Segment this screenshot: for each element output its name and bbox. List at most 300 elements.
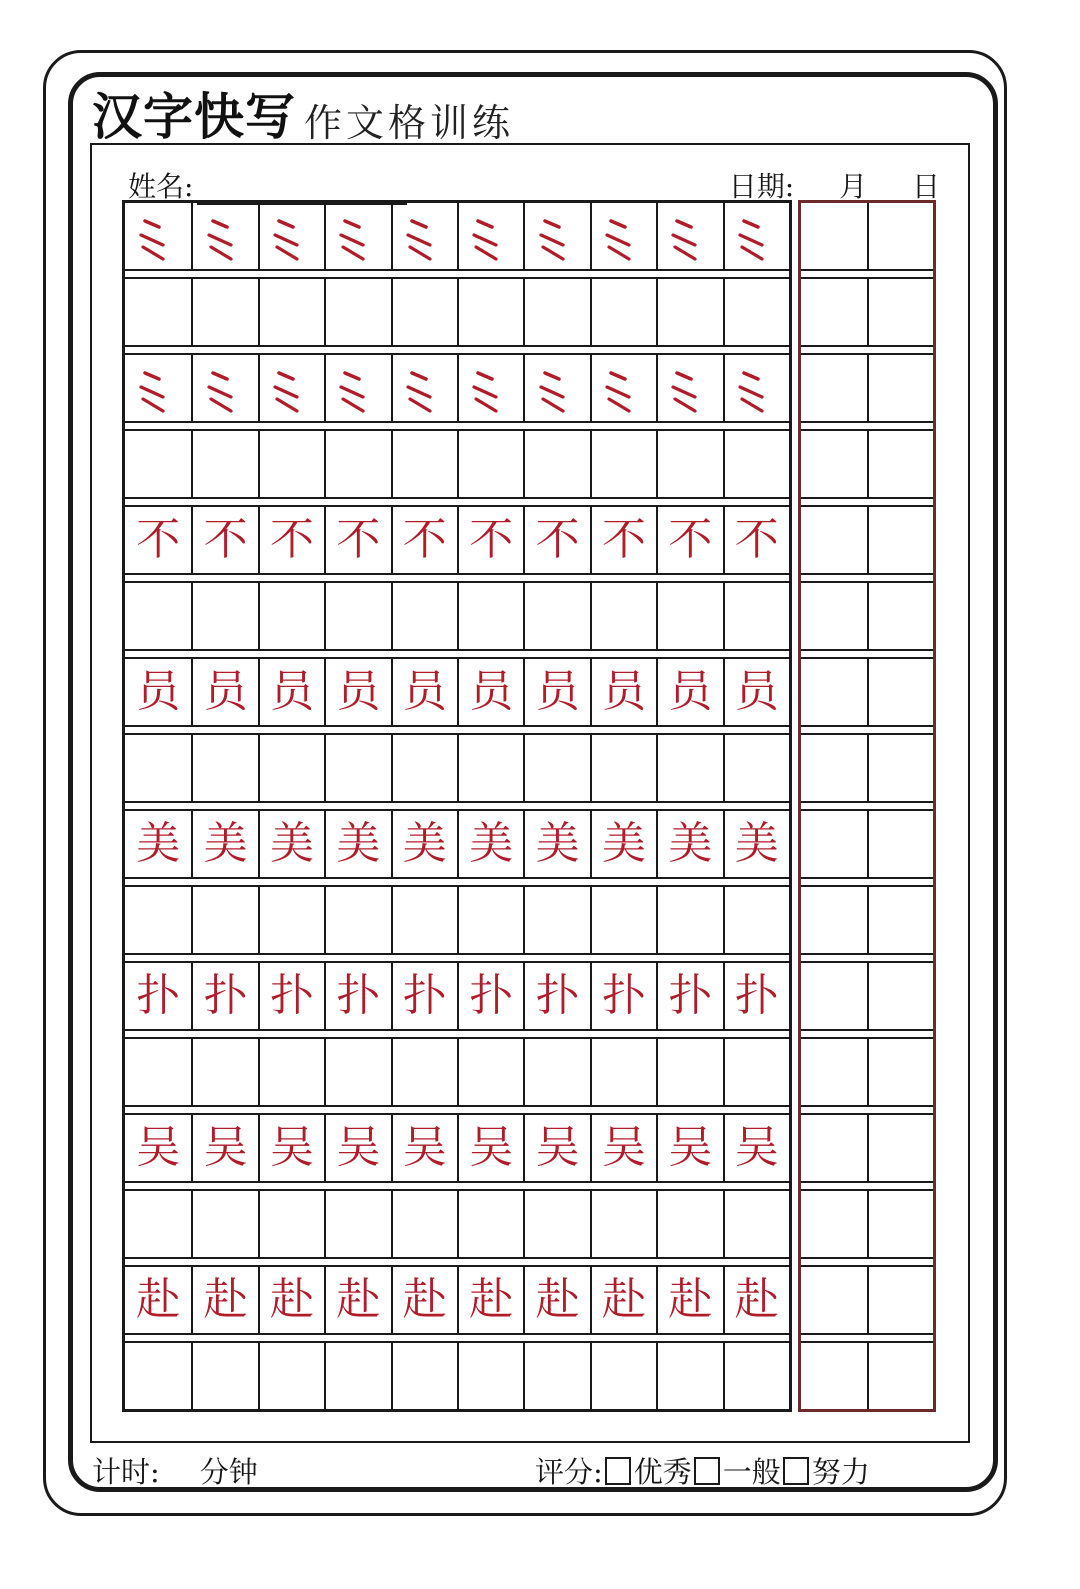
grid-row: [125, 1115, 789, 1181]
side-practice-cell[interactable]: [801, 1267, 867, 1333]
model-glyph: [725, 507, 789, 573]
checkbox-excellent[interactable]: [605, 1457, 631, 1485]
practice-cell[interactable]: [590, 1191, 656, 1257]
model-character: 赴: [203, 1274, 248, 1325]
side-row-divider: [801, 345, 933, 347]
practice-cell[interactable]: [125, 887, 191, 953]
model-character: 不: [136, 514, 181, 565]
row-divider: [125, 1029, 789, 1031]
practice-cell[interactable]: [191, 583, 257, 649]
model-character: 员: [734, 666, 779, 717]
model-glyph: [326, 963, 390, 1029]
practice-cell[interactable]: [391, 887, 457, 953]
practice-cell[interactable]: [191, 887, 257, 953]
model-cell: [723, 811, 789, 877]
timer-row: [92, 1450, 258, 1491]
model-glyph: [193, 355, 257, 421]
side-practice-cell[interactable]: [867, 1039, 933, 1105]
model-glyph: [725, 203, 789, 269]
model-character: 扑: [402, 970, 447, 1021]
practice-cell[interactable]: [191, 735, 257, 801]
practice-cell[interactable]: [656, 735, 722, 801]
model-cell: [125, 355, 191, 421]
model-glyph: [393, 507, 457, 573]
side-row: [801, 507, 933, 573]
model-character: 吴: [402, 1122, 447, 1173]
model-glyph: [260, 203, 324, 269]
side-row: [801, 811, 933, 877]
model-character: 美: [136, 818, 181, 869]
side-practice-cell[interactable]: [867, 583, 933, 649]
practice-cell[interactable]: [723, 1343, 789, 1409]
row-divider: [125, 953, 789, 955]
practice-cell[interactable]: [590, 583, 656, 649]
model-character: 吴: [269, 1122, 314, 1173]
model-cell: [656, 507, 722, 573]
side-practice-cell[interactable]: [801, 1191, 867, 1257]
model-glyph: [658, 963, 722, 1029]
practice-cell[interactable]: [391, 1191, 457, 1257]
model-cell: [391, 1115, 457, 1181]
row-divider: [125, 1257, 789, 1259]
model-cell: [656, 1267, 722, 1333]
model-character: 赴: [402, 1274, 447, 1325]
model-glyph: [459, 963, 523, 1029]
option-effort: 努力: [811, 1455, 870, 1489]
practice-cell[interactable]: [590, 279, 656, 345]
practice-cell[interactable]: [523, 279, 589, 345]
model-glyph: [125, 963, 191, 1029]
model-character: 员: [269, 666, 314, 717]
model-glyph: [260, 811, 324, 877]
side-row-divider: [801, 801, 933, 803]
model-cell: [125, 811, 191, 877]
option-average: 一般: [722, 1455, 781, 1489]
side-practice-cell[interactable]: [801, 431, 867, 497]
stroke-dots-glyph: [133, 211, 183, 261]
model-cell: [125, 507, 191, 573]
practice-cell[interactable]: [125, 1191, 191, 1257]
model-glyph: [393, 1267, 457, 1333]
practice-cell[interactable]: [523, 887, 589, 953]
practice-cell[interactable]: [391, 735, 457, 801]
model-character: 吴: [734, 1122, 779, 1173]
model-glyph: [658, 507, 722, 573]
practice-cell[interactable]: [258, 1039, 324, 1105]
model-cell: [656, 963, 722, 1029]
timer-label: 计时:: [92, 1455, 160, 1489]
stroke-dots-glyph: [333, 211, 383, 261]
practice-cell[interactable]: [590, 1039, 656, 1105]
practice-cell[interactable]: [723, 583, 789, 649]
side-row-divider: [801, 573, 933, 575]
model-glyph: [260, 1115, 324, 1181]
model-cell: [324, 963, 390, 1029]
model-cell: [457, 1115, 523, 1181]
practice-cell[interactable]: [590, 431, 656, 497]
model-glyph: [125, 203, 191, 269]
row-divider: [125, 877, 789, 879]
model-cell: [523, 1115, 589, 1181]
checkbox-effort[interactable]: [783, 1457, 809, 1485]
model-character: 赴: [535, 1274, 580, 1325]
practice-cell[interactable]: [723, 887, 789, 953]
practice-cell[interactable]: [523, 1191, 589, 1257]
model-cell: [523, 659, 589, 725]
practice-cell[interactable]: [457, 1191, 523, 1257]
practice-cell[interactable]: [258, 735, 324, 801]
side-row: [801, 1039, 933, 1105]
row-divider: [125, 649, 789, 651]
model-glyph: [592, 659, 656, 725]
name-row: [128, 165, 407, 205]
practice-cell[interactable]: [125, 1039, 191, 1105]
practice-cell[interactable]: [656, 1191, 722, 1257]
title-sub: 作文格训练: [304, 101, 515, 145]
practice-cell[interactable]: [125, 735, 191, 801]
stroke-dots-glyph: [333, 363, 383, 413]
side-practice-cell[interactable]: [801, 887, 867, 953]
side-practice-cell[interactable]: [801, 1039, 867, 1105]
side-row-divider: [801, 1181, 933, 1183]
side-practice-cell[interactable]: [867, 735, 933, 801]
model-cell: [125, 203, 191, 269]
stroke-dots-glyph: [267, 211, 317, 261]
model-glyph: [525, 1115, 589, 1181]
practice-cell[interactable]: [656, 583, 722, 649]
model-character: 美: [469, 818, 514, 869]
side-practice-cell[interactable]: [867, 659, 933, 725]
practice-grid: [122, 200, 792, 1412]
practice-cell[interactable]: [723, 735, 789, 801]
model-cell: [191, 507, 257, 573]
side-practice-cell[interactable]: [801, 811, 867, 877]
practice-cell[interactable]: [125, 431, 191, 497]
side-practice-cell[interactable]: [801, 355, 867, 421]
model-cell: [258, 811, 324, 877]
model-cell: [723, 507, 789, 573]
practice-cell[interactable]: [258, 279, 324, 345]
side-practice-cell[interactable]: [867, 1267, 933, 1333]
model-glyph: [193, 1267, 257, 1333]
practice-cell[interactable]: [391, 1039, 457, 1105]
practice-cell[interactable]: [125, 1343, 191, 1409]
name-label: 姓名:: [128, 170, 194, 203]
practice-cell[interactable]: [723, 431, 789, 497]
practice-cell[interactable]: [523, 431, 589, 497]
model-cell: [523, 1267, 589, 1333]
grid-row: [125, 735, 789, 801]
model-character: 员: [136, 666, 181, 717]
side-row-divider: [801, 877, 933, 879]
model-cell: [590, 507, 656, 573]
model-cell: [656, 1115, 722, 1181]
model-character: 员: [535, 666, 580, 717]
practice-cell[interactable]: [590, 1343, 656, 1409]
side-practice-cell[interactable]: [867, 507, 933, 573]
model-cell: [324, 507, 390, 573]
model-character: 扑: [601, 970, 646, 1021]
practice-cell[interactable]: [523, 1343, 589, 1409]
model-glyph: [525, 507, 589, 573]
model-character: 美: [535, 818, 580, 869]
model-glyph: [592, 811, 656, 877]
side-row-divider: [801, 1333, 933, 1335]
model-character: 美: [269, 818, 314, 869]
model-cell: [523, 355, 589, 421]
side-row-divider: [801, 421, 933, 423]
model-glyph: [193, 963, 257, 1029]
model-cell: [391, 1267, 457, 1333]
side-row-divider: [801, 497, 933, 499]
model-character: 不: [601, 514, 646, 565]
model-character: 扑: [336, 970, 381, 1021]
practice-cell[interactable]: [391, 1343, 457, 1409]
model-character: 赴: [469, 1274, 514, 1325]
model-cell: [391, 659, 457, 725]
model-character: 不: [269, 514, 314, 565]
model-cell: [723, 963, 789, 1029]
model-cell: [324, 203, 390, 269]
grid-row: [125, 583, 789, 649]
model-character: 吴: [668, 1122, 713, 1173]
model-glyph: [193, 507, 257, 573]
practice-cell[interactable]: [391, 431, 457, 497]
practice-cell[interactable]: [457, 431, 523, 497]
row-divider: [125, 421, 789, 423]
side-row-divider: [801, 269, 933, 271]
practice-cell[interactable]: [457, 583, 523, 649]
model-glyph: [525, 811, 589, 877]
model-glyph: [592, 355, 656, 421]
practice-cell[interactable]: [391, 583, 457, 649]
side-practice-cell[interactable]: [867, 1343, 933, 1409]
practice-cell[interactable]: [191, 1039, 257, 1105]
stroke-dots-glyph: [533, 211, 583, 261]
practice-cell[interactable]: [656, 1343, 722, 1409]
model-cell: [590, 1267, 656, 1333]
side-practice-cell[interactable]: [801, 203, 867, 269]
practice-cell[interactable]: [324, 735, 390, 801]
side-practice-cell[interactable]: [801, 279, 867, 345]
model-cell: [324, 659, 390, 725]
practice-cell[interactable]: [258, 583, 324, 649]
model-character: 美: [668, 818, 713, 869]
row-divider: [125, 269, 789, 271]
grid-row: [125, 887, 789, 953]
practice-cell[interactable]: [457, 735, 523, 801]
practice-cell[interactable]: [457, 1039, 523, 1105]
date-row: [729, 165, 940, 205]
practice-cell[interactable]: [324, 1343, 390, 1409]
model-glyph: [326, 203, 390, 269]
practice-cell[interactable]: [523, 1039, 589, 1105]
grid-row: [125, 811, 789, 877]
model-cell: [590, 811, 656, 877]
side-row: [801, 735, 933, 801]
model-character: 赴: [601, 1274, 646, 1325]
practice-cell[interactable]: [258, 887, 324, 953]
practice-cell[interactable]: [590, 735, 656, 801]
side-row: [801, 583, 933, 649]
model-character: 不: [535, 514, 580, 565]
model-glyph: [260, 355, 324, 421]
model-glyph: [193, 1115, 257, 1181]
side-practice-cell[interactable]: [867, 1115, 933, 1181]
practice-cell[interactable]: [457, 279, 523, 345]
side-row-divider: [801, 953, 933, 955]
practice-cell[interactable]: [258, 1191, 324, 1257]
practice-cell[interactable]: [324, 887, 390, 953]
side-row: [801, 203, 933, 269]
row-divider: [125, 725, 789, 727]
practice-cell[interactable]: [656, 279, 722, 345]
practice-cell[interactable]: [324, 583, 390, 649]
model-cell: [258, 507, 324, 573]
model-character: 扑: [269, 970, 314, 1021]
practice-cell[interactable]: [590, 887, 656, 953]
row-divider: [125, 801, 789, 803]
side-practice-cell[interactable]: [867, 355, 933, 421]
model-cell: [324, 1115, 390, 1181]
model-character: 员: [469, 666, 514, 717]
side-practice-cell[interactable]: [801, 507, 867, 573]
side-practice-cell[interactable]: [801, 963, 867, 1029]
model-character: 赴: [269, 1274, 314, 1325]
practice-cell[interactable]: [656, 887, 722, 953]
model-cell: [723, 659, 789, 725]
model-glyph: [326, 355, 390, 421]
model-character: 吴: [136, 1122, 181, 1173]
model-character: 扑: [535, 970, 580, 1021]
stroke-dots-glyph: [400, 363, 450, 413]
model-glyph: [658, 659, 722, 725]
day-label: 日: [911, 170, 940, 203]
side-practice-cell[interactable]: [867, 431, 933, 497]
model-character: 赴: [136, 1274, 181, 1325]
side-practice-cell[interactable]: [867, 963, 933, 1029]
side-row: [801, 1267, 933, 1333]
practice-cell[interactable]: [523, 735, 589, 801]
side-practice-cell[interactable]: [867, 887, 933, 953]
model-glyph: [125, 811, 191, 877]
grid-row: [125, 431, 789, 497]
practice-cell[interactable]: [125, 583, 191, 649]
model-glyph: [260, 507, 324, 573]
stroke-dots-glyph: [665, 211, 715, 261]
row-divider: [125, 1181, 789, 1183]
side-practice-cell[interactable]: [801, 735, 867, 801]
side-practice-cell[interactable]: [801, 659, 867, 725]
model-glyph: [393, 963, 457, 1029]
model-cell: [191, 203, 257, 269]
side-row: [801, 1115, 933, 1181]
practice-cell[interactable]: [191, 431, 257, 497]
practice-cell[interactable]: [457, 1343, 523, 1409]
model-glyph: [459, 203, 523, 269]
model-character: 赴: [668, 1274, 713, 1325]
side-row: [801, 431, 933, 497]
practice-cell[interactable]: [523, 583, 589, 649]
side-practice-cell[interactable]: [867, 811, 933, 877]
practice-cell[interactable]: [457, 887, 523, 953]
side-practice-cell[interactable]: [801, 1115, 867, 1181]
practice-cell[interactable]: [723, 1191, 789, 1257]
side-practice-cell[interactable]: [867, 279, 933, 345]
model-character: 扑: [734, 970, 779, 1021]
grid-row: [125, 279, 789, 345]
checkbox-average[interactable]: [694, 1457, 720, 1485]
model-cell: [723, 355, 789, 421]
model-glyph: [326, 811, 390, 877]
stroke-dots-glyph: [466, 211, 516, 261]
model-cell: [258, 203, 324, 269]
model-character: 员: [402, 666, 447, 717]
grid-row: [125, 355, 789, 421]
model-character: 赴: [734, 1274, 779, 1325]
model-glyph: [725, 355, 789, 421]
stroke-dots-glyph: [133, 363, 183, 413]
side-practice-cell[interactable]: [867, 1191, 933, 1257]
model-glyph: [459, 355, 523, 421]
model-cell: [191, 811, 257, 877]
practice-cell[interactable]: [656, 431, 722, 497]
model-character: 美: [734, 818, 779, 869]
model-cell: [391, 203, 457, 269]
side-row: [801, 355, 933, 421]
practice-cell[interactable]: [723, 1039, 789, 1105]
model-glyph: [125, 507, 191, 573]
practice-cell[interactable]: [656, 1039, 722, 1105]
model-cell: [723, 203, 789, 269]
model-glyph: [658, 811, 722, 877]
practice-cell[interactable]: [723, 279, 789, 345]
model-character: 员: [668, 666, 713, 717]
model-glyph: [125, 1115, 191, 1181]
model-glyph: [525, 963, 589, 1029]
practice-cell[interactable]: [258, 431, 324, 497]
practice-cell[interactable]: [324, 279, 390, 345]
practice-cell[interactable]: [258, 1343, 324, 1409]
model-cell: [457, 507, 523, 573]
side-practice-cell[interactable]: [801, 583, 867, 649]
practice-cell[interactable]: [191, 1191, 257, 1257]
model-glyph: [525, 659, 589, 725]
model-glyph: [326, 1115, 390, 1181]
practice-cell[interactable]: [324, 1039, 390, 1105]
row-divider: [125, 573, 789, 575]
model-cell: [457, 659, 523, 725]
practice-cell[interactable]: [324, 431, 390, 497]
model-character: 美: [402, 818, 447, 869]
model-cell: [258, 963, 324, 1029]
side-practice-cell[interactable]: [867, 203, 933, 269]
model-cell: [191, 659, 257, 725]
practice-cell[interactable]: [191, 1343, 257, 1409]
practice-cell[interactable]: [391, 279, 457, 345]
model-cell: [391, 355, 457, 421]
side-practice-cell[interactable]: [801, 1343, 867, 1409]
model-character: 扑: [136, 970, 181, 1021]
practice-cell[interactable]: [324, 1191, 390, 1257]
practice-cell[interactable]: [191, 279, 257, 345]
practice-cell[interactable]: [125, 279, 191, 345]
model-glyph: [326, 507, 390, 573]
title-main: 汉字快写: [92, 88, 296, 146]
model-glyph: [260, 963, 324, 1029]
model-cell: [125, 659, 191, 725]
model-cell: [656, 659, 722, 725]
